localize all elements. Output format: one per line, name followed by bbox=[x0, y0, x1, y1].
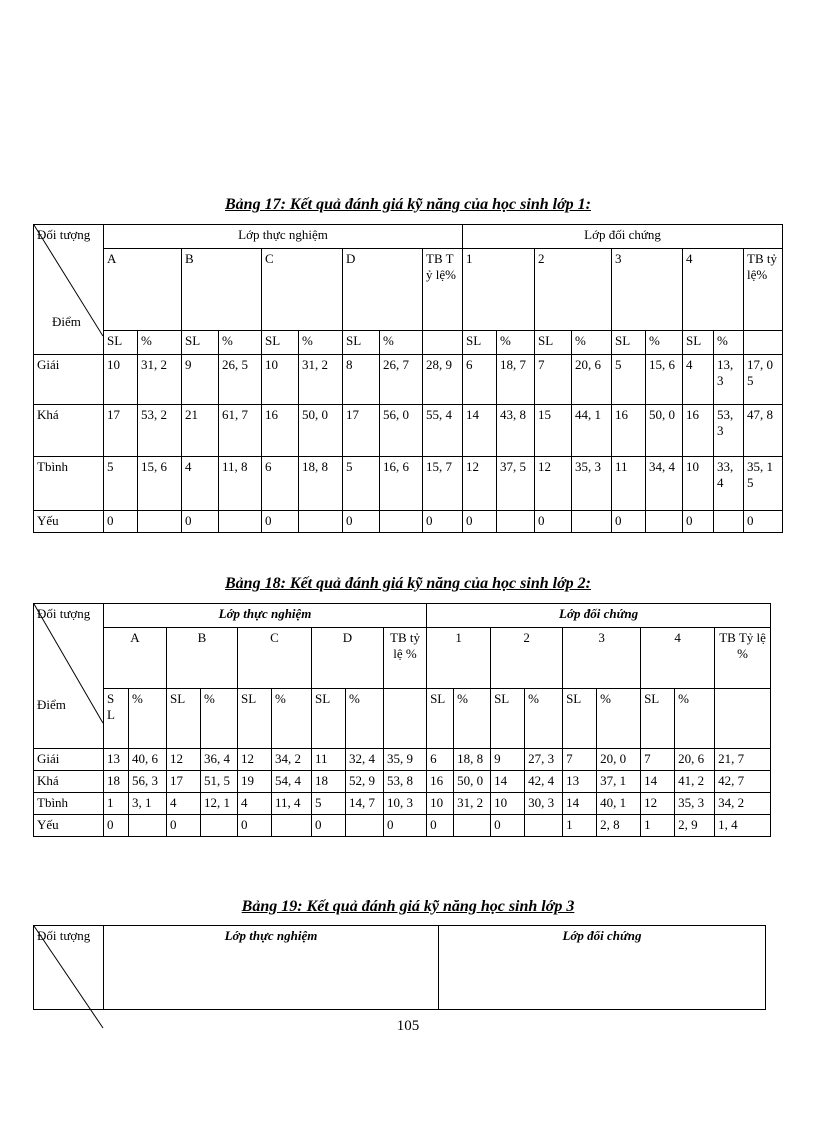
subheader-percent: % bbox=[714, 331, 744, 355]
table-cell: 50, 0 bbox=[299, 405, 343, 457]
table18-ctrl-average: TB Tỷ lệ % bbox=[715, 628, 771, 689]
table-cell: 4 bbox=[182, 457, 219, 511]
table-cell: 13, 3 bbox=[714, 355, 744, 405]
table-cell: 12 bbox=[167, 749, 201, 771]
table-cell: 56, 3 bbox=[129, 771, 167, 793]
table-cell: 17 bbox=[167, 771, 201, 793]
table-cell: 50, 0 bbox=[646, 405, 683, 457]
table-cell bbox=[525, 815, 563, 837]
table-cell: 17, 05 bbox=[744, 355, 783, 405]
subheader-sl: SL bbox=[683, 331, 714, 355]
table-cell bbox=[380, 511, 423, 533]
subheader-percent: % bbox=[299, 331, 343, 355]
table17-group-control: Lớp đối chứng bbox=[463, 225, 783, 249]
table-row bbox=[34, 815, 771, 837]
subheader-sl: SL bbox=[262, 331, 299, 355]
table-cell: 0 bbox=[104, 815, 129, 837]
table-cell: 18, 8 bbox=[454, 749, 491, 771]
table18-class-1: 1 bbox=[427, 628, 491, 689]
table-cell: 10, 3 bbox=[384, 793, 427, 815]
row-label: Khá bbox=[34, 405, 104, 457]
table-cell: 31, 2 bbox=[299, 355, 343, 405]
table-cell: 20, 6 bbox=[572, 355, 612, 405]
table-cell bbox=[454, 815, 491, 837]
table17-subheader-row bbox=[34, 331, 783, 355]
table17-group-experimental: Lớp thực nghiệm bbox=[104, 225, 463, 249]
table-cell: 5 bbox=[312, 793, 346, 815]
table-cell bbox=[497, 511, 535, 533]
table18-class-d: D bbox=[312, 628, 384, 689]
table-cell: 12 bbox=[463, 457, 497, 511]
table-cell: 0 bbox=[384, 815, 427, 837]
row-label: Giái bbox=[34, 749, 104, 771]
table-cell: 7 bbox=[641, 749, 675, 771]
table-cell: 21, 7 bbox=[715, 749, 771, 771]
table-cell: 13 bbox=[104, 749, 129, 771]
table-cell: 13 bbox=[563, 771, 597, 793]
table-cell: 14, 7 bbox=[346, 793, 384, 815]
subheader-blank bbox=[384, 689, 427, 749]
table-row bbox=[34, 355, 783, 405]
table-cell: 28, 9 bbox=[423, 355, 463, 405]
table17-caption: Bảng 17: Kết quả đánh giá kỹ năng của học sinh lớp 1: bbox=[225, 196, 591, 213]
subheader-percent: % bbox=[380, 331, 423, 355]
table18 bbox=[33, 603, 771, 837]
table-cell: 16 bbox=[427, 771, 454, 793]
table-cell: 4 bbox=[238, 793, 272, 815]
table18-class-c: C bbox=[238, 628, 312, 689]
subheader-percent: % bbox=[272, 689, 312, 749]
subheader-percent: % bbox=[138, 331, 182, 355]
subheader-sl: SL bbox=[491, 689, 525, 749]
table-cell: 2, 8 bbox=[597, 815, 641, 837]
table-cell: 5 bbox=[104, 457, 138, 511]
table18-class-a: A bbox=[104, 628, 167, 689]
table-cell: 0 bbox=[535, 511, 572, 533]
table-cell bbox=[346, 815, 384, 837]
table-cell: 40, 1 bbox=[597, 793, 641, 815]
table-cell: 32, 4 bbox=[346, 749, 384, 771]
subheader-percent: % bbox=[675, 689, 715, 749]
subheader-sl: SL bbox=[167, 689, 201, 749]
table-cell: 12 bbox=[641, 793, 675, 815]
table-cell: 31, 2 bbox=[138, 355, 182, 405]
subheader-percent: % bbox=[525, 689, 563, 749]
table-cell: 18 bbox=[104, 771, 129, 793]
table-cell: 55, 4 bbox=[423, 405, 463, 457]
table-cell: 0 bbox=[104, 511, 138, 533]
table-cell: 0 bbox=[427, 815, 454, 837]
table-cell: 35, 9 bbox=[384, 749, 427, 771]
table-cell: 6 bbox=[463, 355, 497, 405]
table-cell: 14 bbox=[463, 405, 497, 457]
subheader-percent: % bbox=[646, 331, 683, 355]
table-cell: 41, 2 bbox=[675, 771, 715, 793]
table-cell: 10 bbox=[491, 793, 525, 815]
table-cell: 12 bbox=[238, 749, 272, 771]
table-cell: 7 bbox=[563, 749, 597, 771]
table-cell: 0 bbox=[262, 511, 299, 533]
table-cell: 0 bbox=[491, 815, 525, 837]
table-cell: 15, 6 bbox=[138, 457, 182, 511]
table19-corner-diagonal bbox=[33, 925, 105, 1030]
table-cell: 0 bbox=[238, 815, 272, 837]
table17-class-4: 4 bbox=[683, 249, 744, 331]
table-cell: 18, 7 bbox=[497, 355, 535, 405]
table-cell: 51, 5 bbox=[201, 771, 238, 793]
table18-class-3: 3 bbox=[563, 628, 641, 689]
table-cell: 31, 2 bbox=[454, 793, 491, 815]
table-cell: 18, 8 bbox=[299, 457, 343, 511]
subheader-percent: % bbox=[497, 331, 535, 355]
table-cell: 14 bbox=[491, 771, 525, 793]
table-cell: 6 bbox=[427, 749, 454, 771]
table-cell: 10 bbox=[262, 355, 299, 405]
table17-class-d: D bbox=[343, 249, 423, 331]
table-cell: 16 bbox=[262, 405, 299, 457]
row-label: Giái bbox=[34, 355, 104, 405]
table-cell: 35, 15 bbox=[744, 457, 783, 511]
table-cell: 16 bbox=[683, 405, 714, 457]
table-cell: 43, 8 bbox=[497, 405, 535, 457]
table-cell bbox=[219, 511, 262, 533]
table18-group-control: Lớp đối chứng bbox=[427, 604, 771, 628]
table-cell: 54, 4 bbox=[272, 771, 312, 793]
subheader-sl: SL bbox=[427, 689, 454, 749]
table-cell: 10 bbox=[427, 793, 454, 815]
table-cell: 27, 3 bbox=[525, 749, 563, 771]
table-row bbox=[34, 457, 783, 511]
row-label: Tbình bbox=[34, 457, 104, 511]
table-cell: 12 bbox=[535, 457, 572, 511]
subheader-percent: % bbox=[201, 689, 238, 749]
subheader-sl: SL bbox=[104, 331, 138, 355]
table18-caption: Bảng 18: Kết quả đánh giá kỹ năng của học sinh lớp 2: bbox=[225, 575, 591, 592]
subheader-sl: SL bbox=[563, 689, 597, 749]
table-cell: 15, 6 bbox=[646, 355, 683, 405]
table-cell: 35, 3 bbox=[675, 793, 715, 815]
table-cell: 35, 3 bbox=[572, 457, 612, 511]
table-cell: 16, 6 bbox=[380, 457, 423, 511]
table-cell: 34, 2 bbox=[715, 793, 771, 815]
table-cell: 50, 0 bbox=[454, 771, 491, 793]
table19-group-experimental: Lớp thực nghiệm bbox=[104, 926, 439, 1010]
table-cell: 16 bbox=[612, 405, 646, 457]
table-cell: 26, 5 bbox=[219, 355, 262, 405]
table-cell: 0 bbox=[312, 815, 346, 837]
table-cell: 37, 5 bbox=[497, 457, 535, 511]
table17-class-3: 3 bbox=[612, 249, 683, 331]
table17-class-a: A bbox=[104, 249, 182, 331]
table-cell bbox=[129, 815, 167, 837]
table-cell: 37, 1 bbox=[597, 771, 641, 793]
table-cell: 19 bbox=[238, 771, 272, 793]
table-cell: 42, 7 bbox=[715, 771, 771, 793]
corner-label-object: Đối tượng bbox=[37, 606, 91, 621]
table-cell: 5 bbox=[612, 355, 646, 405]
row-label: Tbình bbox=[34, 793, 104, 815]
table17-exp-average: TB Tỷ lệ% bbox=[423, 249, 463, 331]
table-cell: 7 bbox=[535, 355, 572, 405]
table-cell: 9 bbox=[182, 355, 219, 405]
table-cell: 44, 1 bbox=[572, 405, 612, 457]
table19 bbox=[33, 925, 766, 1010]
table-cell: 5 bbox=[343, 457, 380, 511]
table-cell: 0 bbox=[463, 511, 497, 533]
subheader-percent: % bbox=[129, 689, 167, 749]
table-cell: 26, 7 bbox=[380, 355, 423, 405]
table-cell: 6 bbox=[262, 457, 299, 511]
table-cell bbox=[272, 815, 312, 837]
table-row bbox=[34, 511, 783, 533]
subheader-blank bbox=[715, 689, 771, 749]
table-cell: 42, 4 bbox=[525, 771, 563, 793]
table-cell: 0 bbox=[343, 511, 380, 533]
table-cell: 21 bbox=[182, 405, 219, 457]
table-cell: 56, 0 bbox=[380, 405, 423, 457]
table-cell: 20, 6 bbox=[675, 749, 715, 771]
table-row bbox=[34, 405, 783, 457]
subheader-sl: SL bbox=[343, 331, 380, 355]
table-cell: 1 bbox=[563, 815, 597, 837]
table-cell bbox=[138, 511, 182, 533]
table18-exp-average: TB tỷ lệ % bbox=[384, 628, 427, 689]
table-cell: 3, 1 bbox=[129, 793, 167, 815]
table-cell: 30, 3 bbox=[525, 793, 563, 815]
table-cell: 1, 4 bbox=[715, 815, 771, 837]
subheader-sl: SL bbox=[238, 689, 272, 749]
table-row bbox=[34, 749, 771, 771]
table-cell: 4 bbox=[683, 355, 714, 405]
table-cell: 0 bbox=[182, 511, 219, 533]
table-cell: 40, 6 bbox=[129, 749, 167, 771]
table-cell: 0 bbox=[612, 511, 646, 533]
table-cell: 1 bbox=[641, 815, 675, 837]
row-label: Khá bbox=[34, 771, 104, 793]
table-cell: 53, 3 bbox=[714, 405, 744, 457]
table17-ctrl-average: TB tỷ lệ% bbox=[744, 249, 783, 331]
page-number: 105 bbox=[396, 1018, 420, 1034]
table-cell: 17 bbox=[104, 405, 138, 457]
table-cell: 34, 2 bbox=[272, 749, 312, 771]
subheader-sl: SL bbox=[641, 689, 675, 749]
table19-group-control: Lớp đối chứng bbox=[439, 926, 766, 1010]
table-cell: 33, 4 bbox=[714, 457, 744, 511]
table-cell bbox=[646, 511, 683, 533]
subheader-sl: S L bbox=[104, 689, 129, 749]
table18-group-experimental: Lớp thực nghiệm bbox=[104, 604, 427, 628]
table18-class-4: 4 bbox=[641, 628, 715, 689]
subheader-sl: SL bbox=[612, 331, 646, 355]
table-cell bbox=[714, 511, 744, 533]
table-cell: 10 bbox=[104, 355, 138, 405]
subheader-blank bbox=[744, 331, 783, 355]
corner-label-object: Đối tượng bbox=[37, 928, 91, 943]
table-cell: 15 bbox=[535, 405, 572, 457]
table-cell: 47, 8 bbox=[744, 405, 783, 457]
table-cell: 0 bbox=[744, 511, 783, 533]
subheader-sl: SL bbox=[182, 331, 219, 355]
table-cell: 34, 4 bbox=[646, 457, 683, 511]
table-cell: 10 bbox=[683, 457, 714, 511]
table-cell: 14 bbox=[641, 771, 675, 793]
table-cell: 20, 0 bbox=[597, 749, 641, 771]
table-cell: 36, 4 bbox=[201, 749, 238, 771]
subheader-percent: % bbox=[219, 331, 262, 355]
table-cell: 53, 2 bbox=[138, 405, 182, 457]
table-cell: 18 bbox=[312, 771, 346, 793]
table-cell: 9 bbox=[491, 749, 525, 771]
row-label: Yếu bbox=[34, 815, 104, 837]
table-cell: 11, 4 bbox=[272, 793, 312, 815]
table-cell: 61, 7 bbox=[219, 405, 262, 457]
table-cell: 11 bbox=[612, 457, 646, 511]
table-cell: 11, 8 bbox=[219, 457, 262, 511]
table17 bbox=[33, 224, 783, 533]
subheader-percent: % bbox=[346, 689, 384, 749]
table17-class-c: C bbox=[262, 249, 343, 331]
table17-class-b: B bbox=[182, 249, 262, 331]
table18-corner-cell bbox=[34, 604, 104, 749]
table-cell: 8 bbox=[343, 355, 380, 405]
subheader-percent: % bbox=[454, 689, 491, 749]
row-label: Yếu bbox=[34, 511, 104, 533]
table17-class-2: 2 bbox=[535, 249, 612, 331]
subheader-blank bbox=[423, 331, 463, 355]
subheader-sl: SL bbox=[535, 331, 572, 355]
table19-caption: Bảng 19: Kết quả đánh giá kỹ năng học sinh lớp 3 bbox=[241, 898, 575, 915]
table-cell bbox=[201, 815, 238, 837]
table-cell: 12, 1 bbox=[201, 793, 238, 815]
table-cell: 15, 7 bbox=[423, 457, 463, 511]
table18-class-2: 2 bbox=[491, 628, 563, 689]
table-cell bbox=[299, 511, 343, 533]
table-cell: 53, 8 bbox=[384, 771, 427, 793]
table-cell: 0 bbox=[423, 511, 463, 533]
corner-label-score: Điểm bbox=[37, 697, 66, 712]
subheader-sl: SL bbox=[312, 689, 346, 749]
table17-class-1: 1 bbox=[463, 249, 535, 331]
table-row bbox=[34, 771, 771, 793]
table-cell: 11 bbox=[312, 749, 346, 771]
table17-corner-cell bbox=[34, 225, 104, 355]
corner-label-object: Đối tượng bbox=[37, 227, 91, 242]
table18-subheader-row bbox=[34, 689, 771, 749]
table-cell: 1 bbox=[104, 793, 129, 815]
table-cell: 17 bbox=[343, 405, 380, 457]
table-cell bbox=[572, 511, 612, 533]
table-cell: 0 bbox=[683, 511, 714, 533]
subheader-sl: SL bbox=[463, 331, 497, 355]
table-cell: 52, 9 bbox=[346, 771, 384, 793]
table-cell: 2, 9 bbox=[675, 815, 715, 837]
table18-class-b: B bbox=[167, 628, 238, 689]
table-cell: 4 bbox=[167, 793, 201, 815]
table-cell: 0 bbox=[167, 815, 201, 837]
subheader-percent: % bbox=[597, 689, 641, 749]
subheader-percent: % bbox=[572, 331, 612, 355]
table-row bbox=[34, 793, 771, 815]
corner-label-score: Điểm bbox=[52, 313, 81, 329]
table-cell: 14 bbox=[563, 793, 597, 815]
